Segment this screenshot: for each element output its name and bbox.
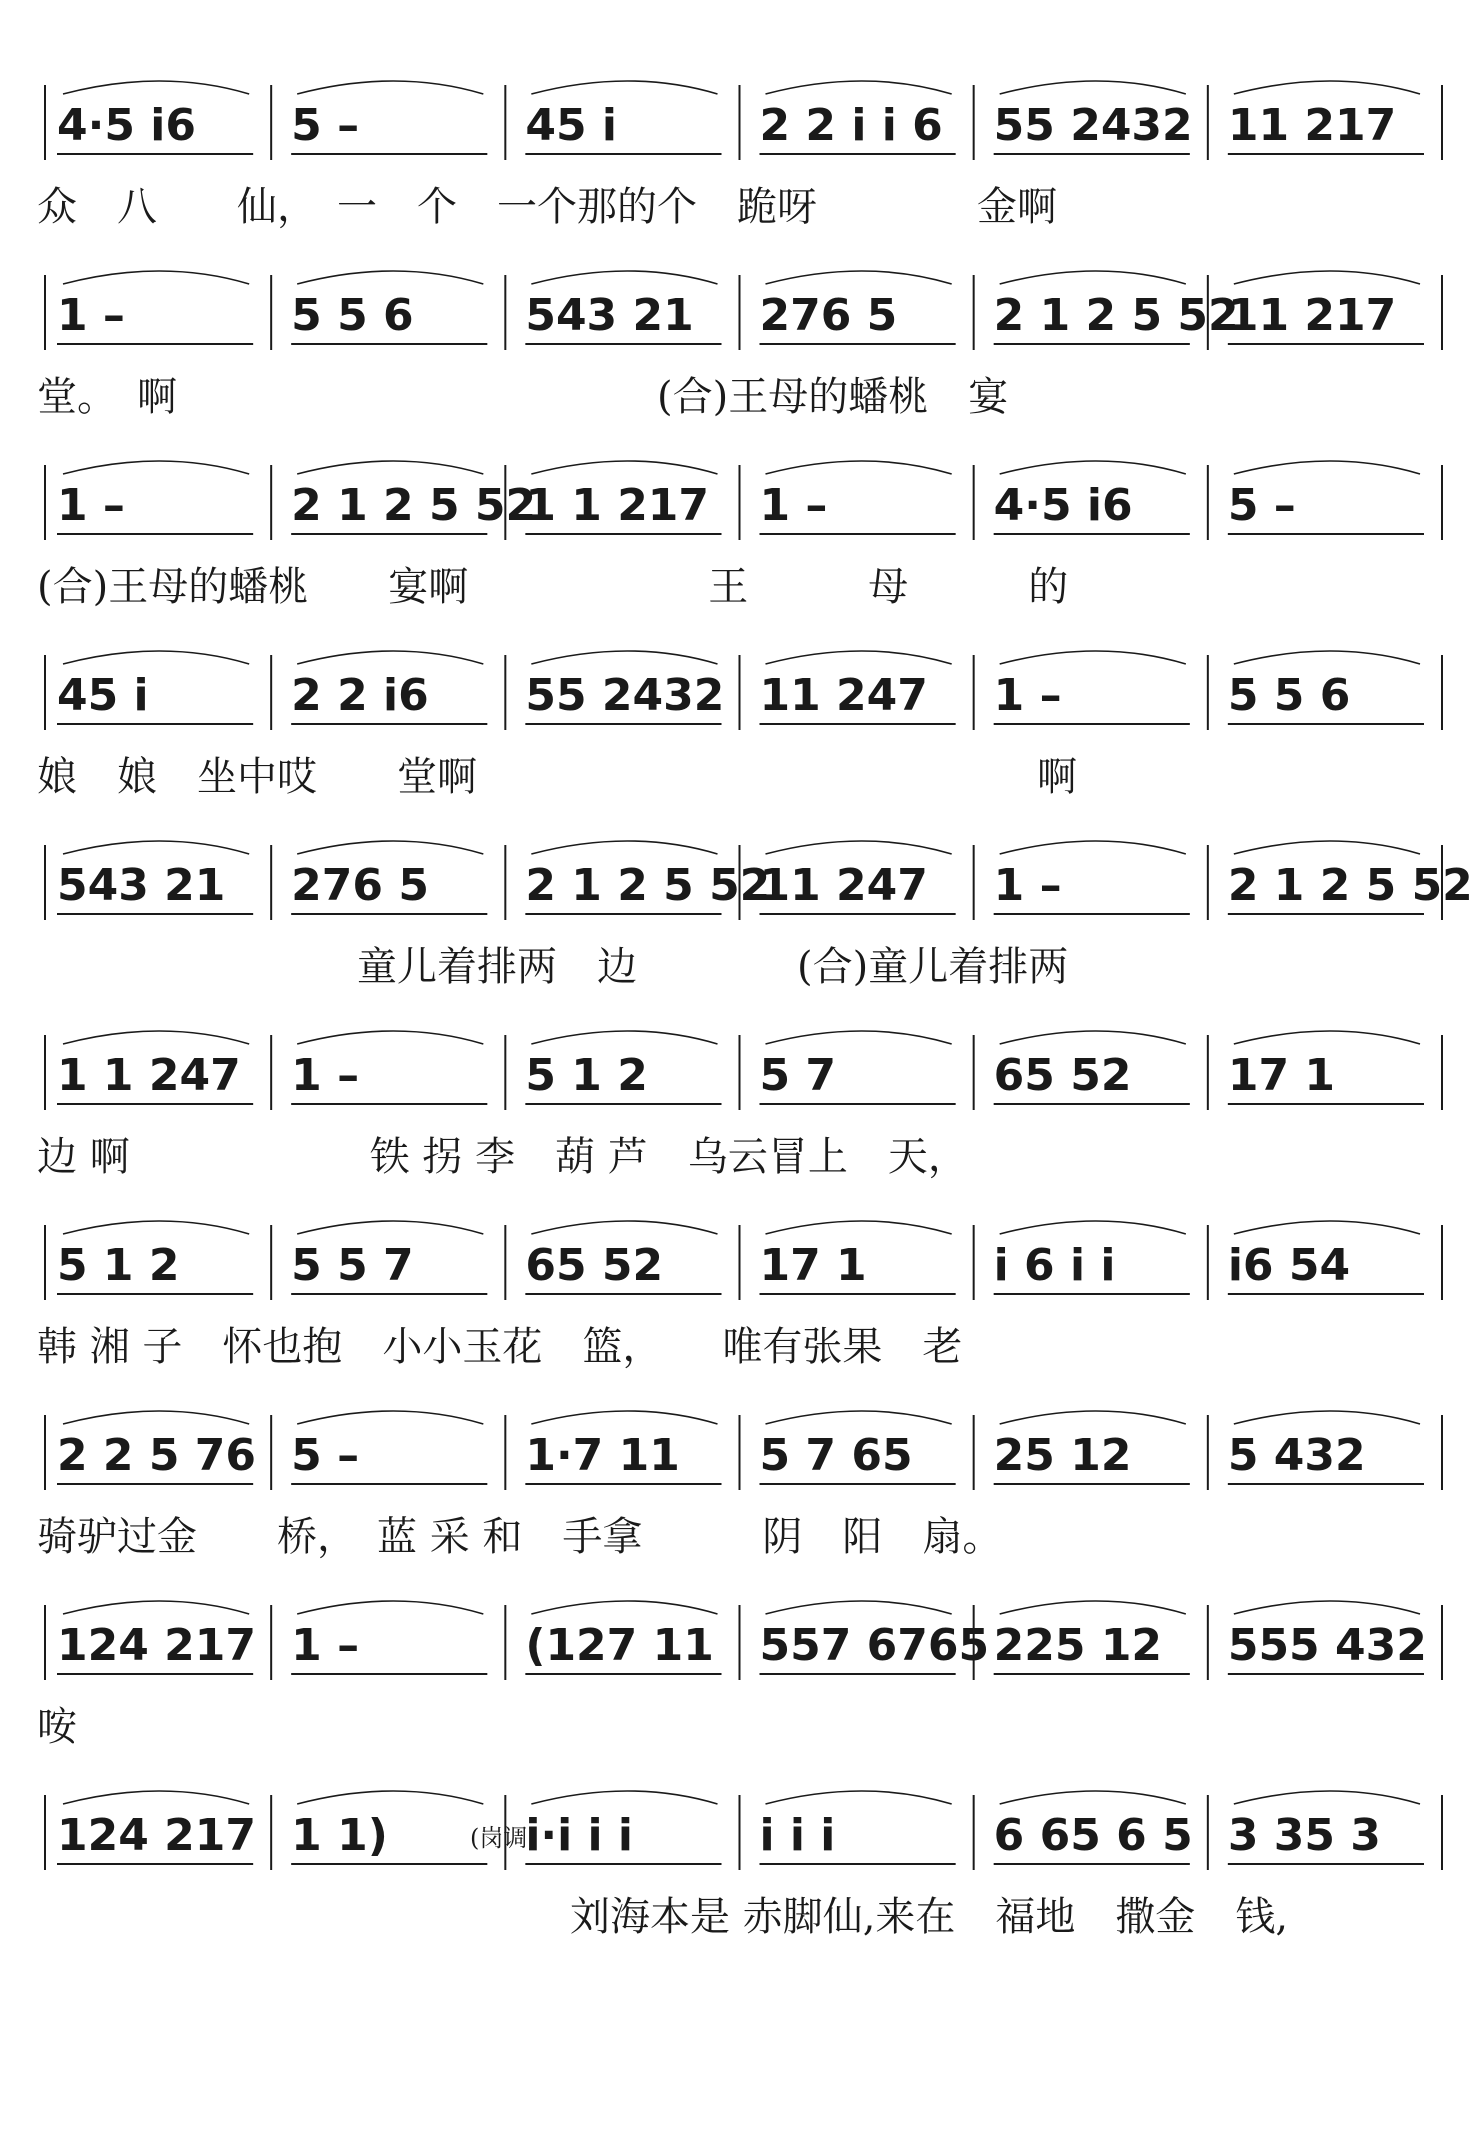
staff-system xyxy=(37,841,1473,990)
slur-arc xyxy=(1234,81,1420,94)
measure-notes: 17 1 xyxy=(1227,1050,1336,1101)
slur-arc xyxy=(297,1411,483,1424)
slur-arc xyxy=(531,1601,717,1614)
measure-notes: 1 – xyxy=(57,480,125,531)
measure-notes: 124 217 xyxy=(57,1620,257,1671)
slur-arc xyxy=(297,271,483,284)
measure-notes: 17 1 xyxy=(759,1240,867,1291)
measure-notes: 55 2432 xyxy=(993,100,1193,151)
slur-arc xyxy=(1234,1601,1420,1614)
slur-arc xyxy=(1234,1221,1420,1234)
measure-notes: 5 – xyxy=(291,1430,360,1481)
slur-arc xyxy=(1234,1031,1420,1044)
staff-system xyxy=(37,271,1442,420)
measure-notes: 5 7 xyxy=(759,1050,837,1101)
slur-arc xyxy=(531,461,717,474)
slur-arc xyxy=(63,1601,249,1614)
slur-arc xyxy=(531,1411,717,1424)
measure-notes: 25 12 xyxy=(993,1430,1132,1481)
measure-notes: 276 5 xyxy=(291,860,429,911)
lyrics-line: 咹 xyxy=(37,1704,77,1750)
slur-arc xyxy=(766,1601,952,1614)
measure-notes: 4·5 i6 xyxy=(57,100,196,151)
measure-notes: 2 1 2 5 52 xyxy=(525,860,771,911)
staff-system xyxy=(45,1791,1442,1940)
measure-notes: 5 7 65 xyxy=(759,1430,913,1481)
staff-system xyxy=(37,461,1442,610)
measure-notes: 1 – xyxy=(291,1050,360,1101)
measure-notes: 1·7 11 xyxy=(525,1430,680,1481)
lyrics-line: 骑驴过金 桥， 蓝 采 和 手拿 阴 阳 扇。 xyxy=(37,1514,1003,1560)
slur-arc xyxy=(297,1791,483,1804)
measure-notes: 1 – xyxy=(993,860,1062,911)
measure-notes: 6 65 6 5 xyxy=(993,1810,1193,1861)
measure-notes: 276 5 xyxy=(759,290,898,341)
measure-notes: 1 – xyxy=(291,1620,360,1671)
slur-arc xyxy=(297,651,483,664)
staff-system xyxy=(37,1411,1442,1560)
slur-arc xyxy=(531,81,717,94)
measure-notes: 1 – xyxy=(57,290,125,341)
slur-arc xyxy=(531,651,717,664)
measure-notes: 11 247 xyxy=(759,670,928,721)
slur-arc xyxy=(766,651,952,664)
measure-notes: 555 432 xyxy=(1227,1620,1427,1671)
measure-notes: 1 1) xyxy=(291,1810,388,1861)
slur-arc xyxy=(1234,651,1420,664)
slur-arc xyxy=(531,841,717,854)
measure-notes: 2 2 5 76 xyxy=(57,1430,257,1481)
slur-arc xyxy=(1000,81,1186,94)
slur-arc xyxy=(531,271,717,284)
measure-notes: i6 54 xyxy=(1227,1240,1351,1291)
slur-arc xyxy=(1234,841,1420,854)
slur-arc xyxy=(1000,651,1186,664)
measure-notes: 1 1 247 xyxy=(57,1050,241,1101)
slur-arc xyxy=(531,1031,717,1044)
slur-arc xyxy=(766,1791,952,1804)
slur-arc xyxy=(1234,461,1420,474)
slur-arc xyxy=(1234,1411,1420,1424)
slur-arc xyxy=(63,1221,249,1234)
measure-notes: 2 2 i6 xyxy=(291,670,429,721)
slur-arc xyxy=(1000,461,1186,474)
measure-notes: 2 1 2 5 52 xyxy=(291,480,537,531)
lyrics-line: 娘 娘 坐中哎 堂啊 啊 xyxy=(37,754,1077,800)
slur-arc xyxy=(1000,1601,1186,1614)
measure-notes: 65 52 xyxy=(525,1240,664,1291)
slur-arc xyxy=(297,461,483,474)
slur-arc xyxy=(297,1601,483,1614)
measure-notes: 11 217 xyxy=(1227,290,1397,341)
measure-notes: 557 6765 xyxy=(759,1620,990,1671)
slur-arc xyxy=(766,271,952,284)
measure-notes: 5 5 6 xyxy=(1227,670,1351,721)
measure-notes: 2 1 2 5 52 xyxy=(1227,860,1473,911)
lyrics-line: (合)王母的蟠桃 宴啊 王 母 的 xyxy=(37,564,1069,610)
measure-notes: 5 432 xyxy=(1227,1430,1366,1481)
measure-notes: i 6 i i xyxy=(993,1240,1116,1291)
slur-arc xyxy=(297,1221,483,1234)
measure-notes: 5 – xyxy=(1227,480,1296,531)
slur-arc xyxy=(63,461,249,474)
slur-arc xyxy=(63,1791,249,1804)
measure-notes: 1 – xyxy=(993,670,1062,721)
measure-notes: 11 247 xyxy=(759,860,928,911)
slur-arc xyxy=(766,1221,952,1234)
slur-arc xyxy=(63,271,249,284)
slur-arc xyxy=(297,81,483,94)
slur-arc xyxy=(531,1791,717,1804)
measure-notes: 11 217 xyxy=(1227,100,1397,151)
lyrics-line: 童儿着排两 边 (合)童儿着排两 xyxy=(37,944,1069,990)
measure-notes: 1 – xyxy=(759,480,828,531)
slur-arc xyxy=(1000,1221,1186,1234)
tune-annotation: (岗调) xyxy=(470,1824,537,1852)
measure-notes: 5 5 7 xyxy=(291,1240,414,1291)
slur-arc xyxy=(63,81,249,94)
measure-notes: 5 – xyxy=(291,100,360,151)
slur-arc xyxy=(766,461,952,474)
slur-arc xyxy=(766,81,952,94)
measure-notes: 543 21 xyxy=(525,290,694,341)
staff-system xyxy=(37,1601,1442,1750)
measure-notes: 225 12 xyxy=(993,1620,1163,1671)
measure-notes: 55 2432 xyxy=(525,670,725,721)
slur-arc xyxy=(1234,271,1420,284)
measure-notes: 2 1 2 5 52 xyxy=(993,290,1239,341)
slur-arc xyxy=(297,1031,483,1044)
lyrics-line: 韩 湘 子 怀也抱 小小玉花 篮， 唯有张果 老 xyxy=(37,1324,963,1370)
slur-arc xyxy=(63,1411,249,1424)
measure-notes: 65 52 xyxy=(993,1050,1132,1101)
measure-notes: 5 1 2 xyxy=(525,1050,648,1101)
staff-system xyxy=(37,1221,1442,1370)
slur-arc xyxy=(766,841,952,854)
measure-notes: 45 i xyxy=(57,670,149,721)
slur-arc xyxy=(1000,1791,1186,1804)
slur-arc xyxy=(531,1221,717,1234)
measure-notes: 45 i xyxy=(525,100,617,151)
slur-arc xyxy=(63,841,249,854)
slur-arc xyxy=(1234,1791,1420,1804)
lyrics-line: 边 啊 铁 拐 李 葫 芦 乌云冒上 天， xyxy=(37,1134,968,1180)
staff-system xyxy=(37,1031,1442,1180)
slur-arc xyxy=(766,1031,952,1044)
measure-notes: 3 35 3 xyxy=(1227,1810,1381,1861)
measure-notes: 124 217 xyxy=(57,1810,257,1861)
slur-arc xyxy=(63,651,249,664)
staff-system xyxy=(37,81,1442,230)
lyrics-line: 刘海本是 赤脚仙,来在 福地 撒金 钱, xyxy=(570,1894,1289,1940)
measure-notes: 5 5 6 xyxy=(291,290,414,341)
slur-arc xyxy=(1000,1031,1186,1044)
measure-notes: i·i i i xyxy=(525,1810,634,1861)
lyrics-line: 堂。 啊 (合)王母的蟠桃 宴 xyxy=(37,374,1009,420)
slur-arc xyxy=(63,1031,249,1044)
lyrics-line: 众 八 仙， 一 个 一个那的个 跪呀 金啊 xyxy=(37,184,1057,230)
measure-notes: 4·5 i6 xyxy=(993,480,1133,531)
measure-notes: 5 1 2 xyxy=(57,1240,180,1291)
measure-notes: 1 1 217 xyxy=(525,480,710,531)
slur-arc xyxy=(1000,271,1186,284)
measure-notes: 543 21 xyxy=(57,860,226,911)
slur-arc xyxy=(297,841,483,854)
measure-notes: (127 11 xyxy=(525,1620,714,1671)
slur-arc xyxy=(766,1411,952,1424)
staff-system xyxy=(37,651,1442,800)
measure-notes: i i i xyxy=(759,1810,836,1861)
slur-arc xyxy=(1000,1411,1186,1424)
measure-notes: 2 2 i i 6 xyxy=(759,100,943,151)
slur-arc xyxy=(1000,841,1186,854)
